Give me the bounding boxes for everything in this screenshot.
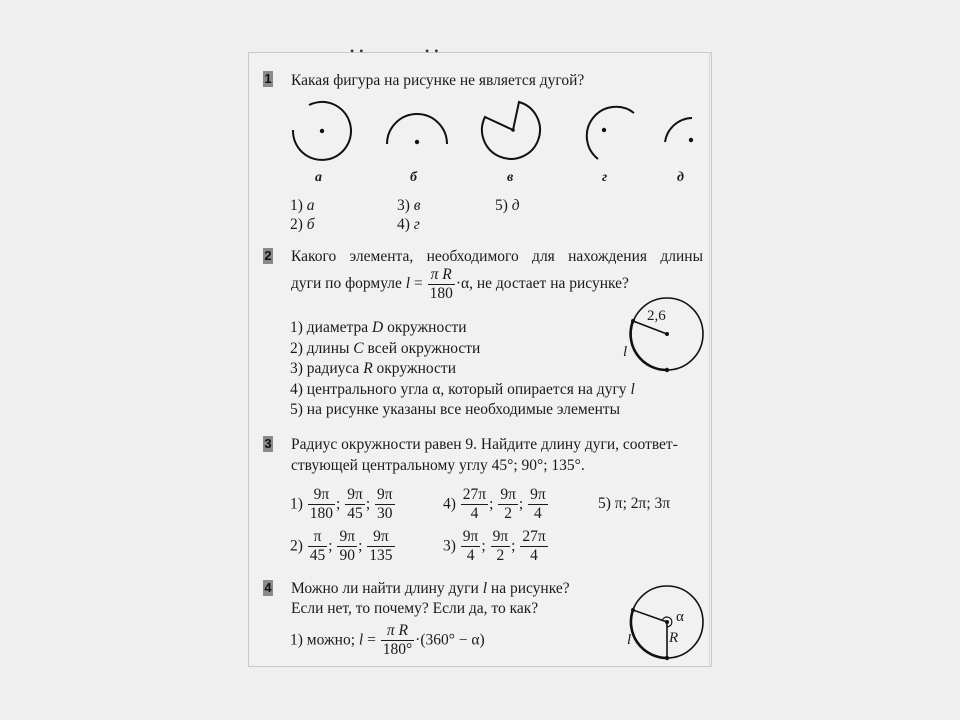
fraction-numerator: 9π: [347, 486, 363, 503]
fraction: [491, 528, 511, 565]
fraction-denominator: 45: [309, 546, 326, 564]
fraction-denominator: 30: [377, 504, 393, 522]
q2-option-3[interactable]: [290, 359, 456, 379]
option-variable: R: [363, 360, 373, 377]
option-number: 5): [290, 401, 303, 418]
fraction: [498, 486, 518, 523]
option-number: 2): [290, 216, 303, 233]
fraction-numerator: π R: [381, 622, 414, 641]
fraction: [520, 528, 547, 565]
fraction: [367, 528, 394, 565]
option-variable: C: [353, 340, 364, 357]
fraction-numerator: 9π: [377, 486, 393, 503]
option-text: центрального угла α, который опирается на дугу: [306, 381, 631, 398]
fraction-denominator: 180: [429, 284, 453, 302]
fraction-numerator: 9π: [462, 528, 479, 545]
option-number: 4): [290, 381, 303, 398]
arc-label: l: [623, 344, 628, 360]
fraction-denominator: 4: [470, 504, 479, 522]
fraction-numerator: π: [308, 528, 328, 547]
option-value: д: [511, 197, 520, 214]
option-value: б: [306, 216, 315, 233]
q1-option-1[interactable]: [290, 196, 315, 216]
text-fragment: [291, 578, 570, 599]
separator: ;: [481, 537, 486, 555]
question-4-text-line2: Если нет, то почему? Если да, то как?: [291, 600, 539, 617]
q1-option-3[interactable]: [397, 196, 421, 216]
page-edge: [709, 52, 712, 667]
figure-a-arc: [290, 100, 354, 164]
q3-option-5[interactable]: [598, 494, 670, 514]
equals-sign: =: [413, 274, 423, 292]
fraction-numerator: 9π: [492, 528, 509, 545]
fraction-numerator: 9π: [500, 486, 516, 503]
formula-multiplier: ·α: [455, 274, 470, 292]
figure-label-v: в: [507, 170, 514, 185]
question-2-text-line1: Какого элемента, необходимого для нахождения длины: [291, 248, 703, 265]
fraction-denominator: 4: [530, 546, 538, 564]
option-text: диаметра: [306, 319, 373, 336]
formula-tail: ·(360° − α): [415, 631, 485, 649]
option-text: на рисунке указаны все необходимые элементы: [306, 401, 621, 418]
separator: ;: [518, 495, 524, 513]
figure-g-arc: [576, 100, 640, 164]
variable-l: l: [482, 580, 488, 597]
question-number-1: 1: [264, 71, 272, 86]
q1-option-4[interactable]: [397, 215, 420, 235]
fraction: [345, 486, 365, 523]
fraction-denominator: 180°: [382, 640, 413, 658]
q3-option-3[interactable]: [443, 528, 549, 565]
option-number: 2): [290, 537, 303, 555]
q2-option-2[interactable]: [290, 339, 480, 359]
radius-label: 2,6: [647, 308, 666, 324]
fraction-denominator: 135: [369, 546, 393, 564]
equals-sign: =: [367, 631, 376, 649]
figure-b-arc: [385, 110, 449, 154]
option-value: а: [306, 197, 315, 214]
fraction: [375, 486, 395, 523]
q3-option-4[interactable]: [443, 486, 549, 523]
figure-label-b: б: [410, 170, 417, 185]
question-2-text-line2: [291, 266, 629, 303]
fraction-numerator: 9π: [530, 486, 546, 503]
formula-fraction: [381, 622, 414, 659]
option-number: 5): [495, 197, 508, 214]
figure-label-d: д: [677, 170, 684, 185]
fraction-numerator: π R: [428, 266, 455, 285]
separator: ;: [328, 537, 333, 555]
option-variable: D: [372, 319, 384, 336]
question-1-text: Какая фигура на рисунке не является дугой?: [291, 72, 585, 89]
question-number-2: 2: [264, 248, 272, 263]
text-fragment: на рисунке?: [487, 580, 570, 597]
text-fragment: Можно ли найти длину дуги: [291, 580, 483, 597]
q2-option-1[interactable]: [290, 318, 467, 338]
fraction-numerator: 9π: [367, 528, 394, 547]
question-3-text-line2: ствующей центральному углу 45°; 90°; 135°.: [291, 457, 585, 474]
separator: ;: [358, 537, 363, 555]
option-number: 1): [290, 197, 303, 214]
fraction-denominator: 4: [466, 546, 475, 564]
question-3-text-line1: Радиус окружности равен 9. Найдите длину дуги, соответ-: [291, 436, 678, 453]
figure-label-a: а: [315, 170, 322, 185]
q1-option-2[interactable]: [290, 215, 315, 235]
arc-label: l: [627, 632, 632, 648]
question-4-text-line1: [291, 578, 617, 599]
fraction: [308, 486, 335, 523]
q4-circle-figure: [628, 582, 708, 662]
angle-label: α: [676, 609, 684, 625]
option-number: 5): [598, 495, 611, 512]
formula-variable-l: l: [358, 631, 364, 649]
fraction-numerator: 9π: [308, 486, 335, 505]
fraction: [337, 528, 357, 565]
q4-option-1[interactable]: [290, 622, 485, 659]
fraction: [528, 486, 548, 523]
option-value: в: [413, 197, 421, 214]
q2-option-4[interactable]: [290, 380, 635, 400]
fraction-denominator: 2: [504, 504, 512, 522]
formula-variable-l: l: [405, 274, 411, 292]
fraction-denominator: 2: [496, 546, 505, 564]
option-number: 2): [290, 340, 303, 357]
option-text: радиуса: [306, 360, 364, 377]
fraction-numerator: 27π: [462, 486, 487, 503]
question-number-4: 4: [264, 580, 272, 595]
question-number-3: 3: [264, 436, 272, 451]
option-text: π; 2π; 3π: [614, 495, 671, 512]
fraction: [461, 486, 488, 523]
figure-label-g: г: [602, 170, 608, 185]
fraction-denominator: 4: [533, 504, 542, 522]
q2-option-5[interactable]: [290, 400, 620, 420]
option-text: всей окружности: [363, 340, 481, 357]
q1-option-5[interactable]: [495, 196, 520, 216]
text-fragment: дуги по формуле: [291, 274, 406, 292]
option-number: 3): [443, 537, 456, 555]
option-text: окружности: [372, 360, 456, 377]
figure-d-arc: [664, 112, 698, 152]
separator: ;: [365, 495, 371, 513]
fraction-denominator: 180: [309, 504, 334, 522]
option-text: окружности: [383, 319, 467, 336]
fraction-numerator: 27π: [522, 528, 546, 545]
fraction: [461, 528, 481, 565]
option-number: 3): [397, 197, 410, 214]
option-text: можно;: [306, 631, 359, 649]
radius-label: R: [669, 630, 679, 646]
option-number: 4): [443, 495, 456, 513]
fraction-denominator: 90: [339, 546, 356, 564]
fraction-denominator: 45: [347, 504, 363, 522]
q3-option-1[interactable]: [290, 486, 396, 523]
option-number: 3): [290, 360, 303, 377]
separator: ;: [511, 537, 516, 555]
header-fragment: • •: [425, 44, 440, 58]
text-fragment: , не достает на рисунке?: [469, 274, 629, 292]
separator: ;: [336, 495, 341, 513]
formula-fraction: [428, 266, 455, 303]
q3-option-2[interactable]: [290, 528, 396, 565]
option-number: 1): [290, 495, 303, 513]
option-variable: l: [630, 381, 635, 398]
option-number: 1): [290, 631, 303, 649]
option-number: 1): [290, 319, 303, 336]
option-text: длины: [306, 340, 354, 357]
option-number: 4): [397, 216, 410, 233]
header-fragment: • •: [350, 44, 365, 58]
fraction-numerator: 9π: [339, 528, 356, 545]
figure-v-sector: [482, 99, 546, 163]
separator: ;: [489, 495, 494, 513]
option-value: г: [413, 216, 420, 233]
fraction: [308, 528, 328, 565]
